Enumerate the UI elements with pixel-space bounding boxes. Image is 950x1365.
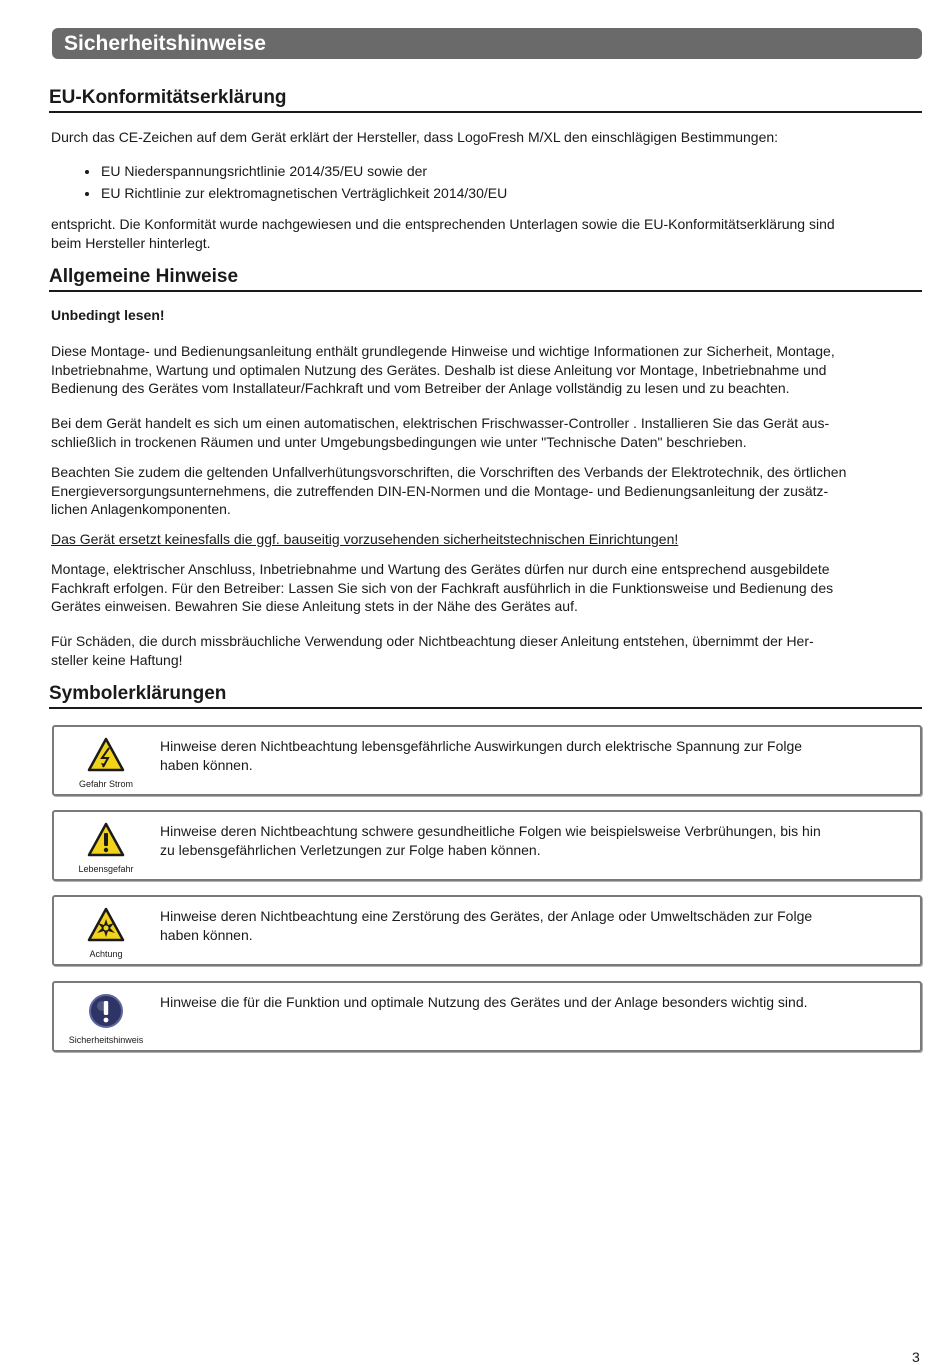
symbol-row-electric-hazard bbox=[52, 725, 922, 796]
text-line: Energieversorgungsunternehmens, die zutreffenden DIN-EN-Normen und die Montage- und Bedienungsanleitung der zusätz- bbox=[51, 482, 829, 499]
page-number: 3 bbox=[912, 1349, 920, 1365]
symbol-description bbox=[160, 993, 890, 1012]
list-item: EU Niederspannungsrichtlinie 2014/35/EU sowie der bbox=[85, 160, 507, 182]
eu-outro-text bbox=[51, 215, 921, 252]
symbol-row-caution bbox=[52, 895, 922, 966]
text-line: haben können. bbox=[160, 757, 253, 773]
electric-hazard-icon bbox=[87, 737, 125, 773]
text-line: haben können. bbox=[160, 927, 253, 943]
symbol-caption: Gefahr Strom bbox=[78, 779, 134, 789]
symbol-caption: Lebensgefahr bbox=[78, 864, 134, 874]
eu-intro-text: Durch das CE-Zeichen auf dem Gerät erklärt der Hersteller, dass LogoFresh M/XL den einschlägigen Bestimmungen: bbox=[51, 129, 779, 145]
general-notes-heading: Allgemeine Hinweise bbox=[49, 266, 922, 292]
text-line: zu lebensgefährlichen Verletzungen zur Folge haben können. bbox=[160, 842, 541, 858]
symbol-row-danger-to-life bbox=[52, 810, 922, 881]
text-line: Bedienung des Gerätes vom Installateur/Fachkraft und vom Betreiber der Anlage vollständig zu lesen und zu beachten. bbox=[51, 380, 790, 397]
symbols-heading: Symbolerklärungen bbox=[49, 683, 922, 709]
text-line: Hinweise deren Nichtbeachtung eine Zerstörung des Gerätes, der Anlage oder Umweltschäden zur Folge bbox=[160, 908, 813, 924]
symbol-description bbox=[160, 907, 890, 945]
list-item: EU Richtlinie zur elektromagnetischen Verträglichkeit 2014/30/EU bbox=[85, 182, 507, 204]
general-paragraph-3 bbox=[51, 463, 921, 519]
symbol-caption: Achtung bbox=[89, 949, 123, 959]
text-line: schließlich in trockenen Räumen und unter Umgebungsbedingungen wie unter "Technische Daten" beschrieben. bbox=[51, 433, 747, 450]
symbol-description bbox=[160, 737, 890, 775]
text-line: Gerätes einweisen. Bewahren Sie diese Anleitung stets in der Nähe des Gerätes auf. bbox=[51, 598, 578, 615]
text-line: Montage, elektrischer Anschluss, Inbetriebnahme und Wartung des Gerätes dürfen nur durch eine entsprechend ausgebildete bbox=[51, 561, 830, 577]
exclamation-circle-icon bbox=[87, 993, 125, 1029]
text-line: steller keine Haftung! bbox=[51, 651, 183, 668]
page-title: Sicherheitshinweise bbox=[64, 32, 266, 55]
eu-outro-line: beim Hersteller hinterlegt. bbox=[51, 234, 211, 251]
text-line: Für Schäden, die durch missbräuchliche Verwendung oder Nichtbeachtung dieser Anleitung entstehen, übernimmt der Her- bbox=[51, 633, 814, 649]
symbol-description bbox=[160, 822, 890, 860]
warning-icon bbox=[87, 822, 125, 858]
text-line: Beachten Sie zudem die geltenden Unfallverhütungsvorschriften, die Vorschriften des Verbands der Elektrotechnik, des örtlichen bbox=[51, 464, 847, 480]
general-paragraph-5 bbox=[51, 560, 921, 616]
text-line: Bei dem Gerät handelt es sich um einen automatischen, elektrischen Frischwasser-Controller . Installieren Sie das Gerät aus- bbox=[51, 415, 830, 431]
section-banner bbox=[52, 28, 922, 59]
text-line: lichen Anlagenkomponenten. bbox=[51, 501, 231, 518]
general-paragraph-1 bbox=[51, 342, 921, 398]
text-line: Hinweise deren Nichtbeachtung lebensgefährliche Auswirkungen durch elektrische Spannung zur Folge bbox=[160, 738, 803, 754]
explosion-icon bbox=[87, 907, 125, 943]
symbol-row-safety-note bbox=[52, 981, 922, 1052]
text-line: Diese Montage- und Bedienungsanleitung enthält grundlegende Hinweise und wichtige Informationen zur Sicherheit, Montage, bbox=[51, 343, 835, 359]
eu-conformity-heading: EU-Konformitätserklärung bbox=[49, 87, 922, 113]
safety-device-notice: Das Gerät ersetzt keinesfalls die ggf. bauseitig vorzusehenden sicherheitstechnischen Einrichtungen! bbox=[51, 531, 679, 547]
eu-directives-list bbox=[85, 160, 507, 204]
eu-outro-line: entspricht. Die Konformität wurde nachgewiesen und die entsprechenden Unterlagen sowie die EU-Konformitätserklärung sind bbox=[51, 216, 835, 232]
text-line: Hinweise die für die Funktion und optimale Nutzung des Gerätes und der Anlage besonders wichtig sind. bbox=[160, 994, 808, 1010]
text-line: Fachkraft erfolgen. Für den Betreiber: Lassen Sie sich von der Fachkraft ausführlich in die Funktionsweise und Bedienung des bbox=[51, 579, 834, 596]
symbol-caption: Sicherheitshinweis bbox=[68, 1035, 144, 1045]
text-line: Inbetriebnahme, Wartung und optimalen Nutzung des Gerätes. Deshalb ist diese Anleitung vor Montage, Inbetriebnahme und bbox=[51, 361, 827, 378]
must-read-label: Unbedingt lesen! bbox=[51, 307, 165, 323]
text-line: Hinweise deren Nichtbeachtung schwere gesundheitliche Folgen wie beispielsweise Verbrühungen, bis hin bbox=[160, 823, 821, 839]
general-paragraph-6 bbox=[51, 632, 921, 669]
general-paragraph-2 bbox=[51, 414, 921, 451]
